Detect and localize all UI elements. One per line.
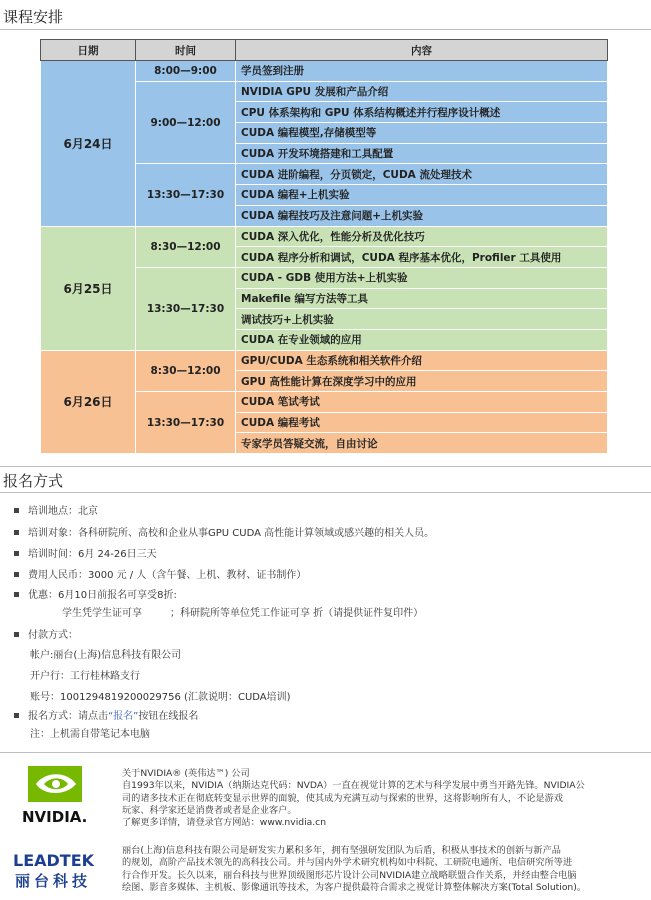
time-cell: 8:00—9:00 <box>136 61 236 82</box>
divider <box>0 492 651 493</box>
list-item <box>14 524 434 539</box>
content-cell: NVIDIA GPU 发展和产品介绍 <box>236 81 608 102</box>
discount-text: 优惠：6月10日前报名可享受8折: <box>28 590 177 601</box>
leadtek-logo-cn: 丽台科技 <box>15 872 92 890</box>
about-line: 的规划，高阶产品技术领先的高科技公司。并与国内外学术研究机构如中科院、工研院电通所、电信研究所等进 <box>122 857 573 869</box>
divider <box>0 466 651 467</box>
schedule-title: 课程安排 <box>3 8 64 26</box>
list-item <box>14 566 306 581</box>
content-cell: CUDA 笔试考试 <box>236 392 608 413</box>
content-cell: Makefile 编写方法等工具 <box>236 288 608 309</box>
about-line: 了解更多详情，请登录官方网站：www.nvidia.cn <box>122 817 327 829</box>
location-text: 培训地点：北京 <box>28 506 98 517</box>
header-time: 时间 <box>136 40 236 61</box>
bank-name: 开户行：工行桂林路支行 <box>30 671 140 682</box>
content-cell: CUDA 程序分析和调试，CUDA 程序基本优化，Profiler 工具使用 <box>236 247 608 268</box>
content-cell: 专家学员答疑交流，自由讨论 <box>236 433 608 454</box>
registration-title: 报名方式 <box>3 472 64 490</box>
time-cell: 13:30—17:30 <box>136 164 236 226</box>
table-row <box>41 350 608 371</box>
content-cell: CPU 体系架构和 GPU 体系结构概述并行程序设计概述 <box>236 102 608 123</box>
leadtek-logo <box>13 848 113 890</box>
about-line: 玩家、科学家还是消费者或者是企业客户。 <box>122 804 297 816</box>
discount-detail <box>46 604 423 619</box>
list-item <box>14 502 98 517</box>
time-text: 培训时间：6月 24-26日三天 <box>28 549 157 560</box>
content-cell: CUDA 编程模型,存储模型等 <box>236 123 608 144</box>
time-cell: 8:30—12:00 <box>136 350 236 391</box>
payment-title: 付款方式： <box>28 630 78 641</box>
nvidia-logo-text: NVIDIA. <box>22 808 88 826</box>
content-cell: CUDA 在专业领域的应用 <box>236 329 608 350</box>
table-header-row <box>41 40 608 61</box>
about-line: 关于NVIDIA® (英伟达™) 公司 <box>122 768 250 779</box>
time-cell: 13:30—17:30 <box>136 267 236 350</box>
note-text: 注：上机需自带笔记本电脑 <box>30 729 150 740</box>
leadtek-logo-text: LEADTEK <box>13 851 95 870</box>
bullet-icon <box>14 551 19 556</box>
about-line: 绘图、影音多媒体、主机板、影像通讯等技术，为客户提供最符合需求之视觉计算整体解决方案(Total Solution)。 <box>122 881 587 893</box>
bullet-icon <box>14 713 19 718</box>
date-cell: 6月25日 <box>41 226 136 350</box>
time-cell: 9:00—12:00 <box>136 81 236 164</box>
about-nvidia <box>122 768 647 829</box>
list-item <box>14 626 78 641</box>
schedule-table <box>40 39 608 454</box>
about-line: 司的诸多技术正在彻底转变显示世界的面貌，使其成为充满互动与探索的世界，这将影响所有人，不论是游戏 <box>122 792 563 804</box>
content-cell: CUDA 深入优化，性能分析及优化技巧 <box>236 226 608 247</box>
content-cell: CUDA 进阶编程，分页锁定，CUDA 流处理技术 <box>236 164 608 185</box>
list-item <box>14 545 157 560</box>
account-name: 帐户:丽台(上海)信息科技有限公司 <box>30 650 182 661</box>
discount-research: ；科研院所等单位凭工作证可享 折（请提供证件复印件） <box>170 608 424 619</box>
date-cell: 6月24日 <box>41 61 136 227</box>
header-content: 内容 <box>236 40 608 61</box>
fee-text: 费用人民币：3000 元 / 人（含午餐、上机、教材、证书制作） <box>28 570 307 581</box>
about-leadtek <box>122 845 647 894</box>
signup-prefix: 报名方式：请点击 <box>28 711 108 722</box>
content-cell: CUDA 编程+上机实验 <box>236 185 608 206</box>
table-row <box>41 61 608 82</box>
table-row <box>41 226 608 247</box>
bullet-icon <box>14 530 19 535</box>
bullet-icon <box>14 632 19 637</box>
nvidia-logo <box>22 764 98 828</box>
list-item <box>14 707 198 722</box>
audience-text: 培训对象：各科研院所、高校和企业从事GPU CUDA 高性能计算领域或感兴趣的相关人员。 <box>28 528 435 539</box>
signup-link[interactable]: “报名” <box>108 711 139 722</box>
about-line: 丽台(上海)信息科技有限公司是研发实力累积多年，拥有坚强研发团队为后盾，积极从事技术的创新与新产品 <box>122 845 561 856</box>
discount-student: 学生凭学生证可享 <box>62 608 142 619</box>
account-number: 账号：1001294819200029756 (汇款说明：CUDA培训) <box>30 692 291 703</box>
about-line: 自1993年以来，NVIDIA（纳斯达克代码：NVDA）一直在视觉计算的艺术与科学发展中勇当开路先锋。NVIDIA公 <box>122 780 585 792</box>
time-cell: 13:30—17:30 <box>136 392 236 454</box>
signup-suffix: 按钮在线报名 <box>138 711 199 722</box>
content-cell: CUDA 开发环境搭建和工具配置 <box>236 143 608 164</box>
content-cell: CUDA - GDB 使用方法+上机实验 <box>236 267 608 288</box>
list-item <box>14 586 177 601</box>
content-cell: 调试技巧+上机实验 <box>236 309 608 330</box>
header-date: 日期 <box>41 40 136 61</box>
about-line: 行合作开发。长久以来，丽台科技与世界顶级图形芯片设计公司NVIDIA建立战略联盟合作关系，并经由整合电脑 <box>122 869 577 881</box>
date-cell: 6月26日 <box>41 350 136 453</box>
divider <box>0 752 651 753</box>
bullet-icon <box>14 592 19 597</box>
divider <box>0 29 651 30</box>
content-cell: CUDA 编程考试 <box>236 412 608 433</box>
content-cell: GPU/CUDA 生态系统和相关软件介绍 <box>236 350 608 371</box>
content-cell: GPU 高性能计算在深度学习中的应用 <box>236 371 608 392</box>
bullet-icon <box>14 508 19 513</box>
content-cell: 学员签到注册 <box>236 61 608 82</box>
time-cell: 8:30—12:00 <box>136 226 236 267</box>
bullet-icon <box>14 572 19 577</box>
content-cell: CUDA 编程技巧及注意问题+上机实验 <box>236 205 608 226</box>
